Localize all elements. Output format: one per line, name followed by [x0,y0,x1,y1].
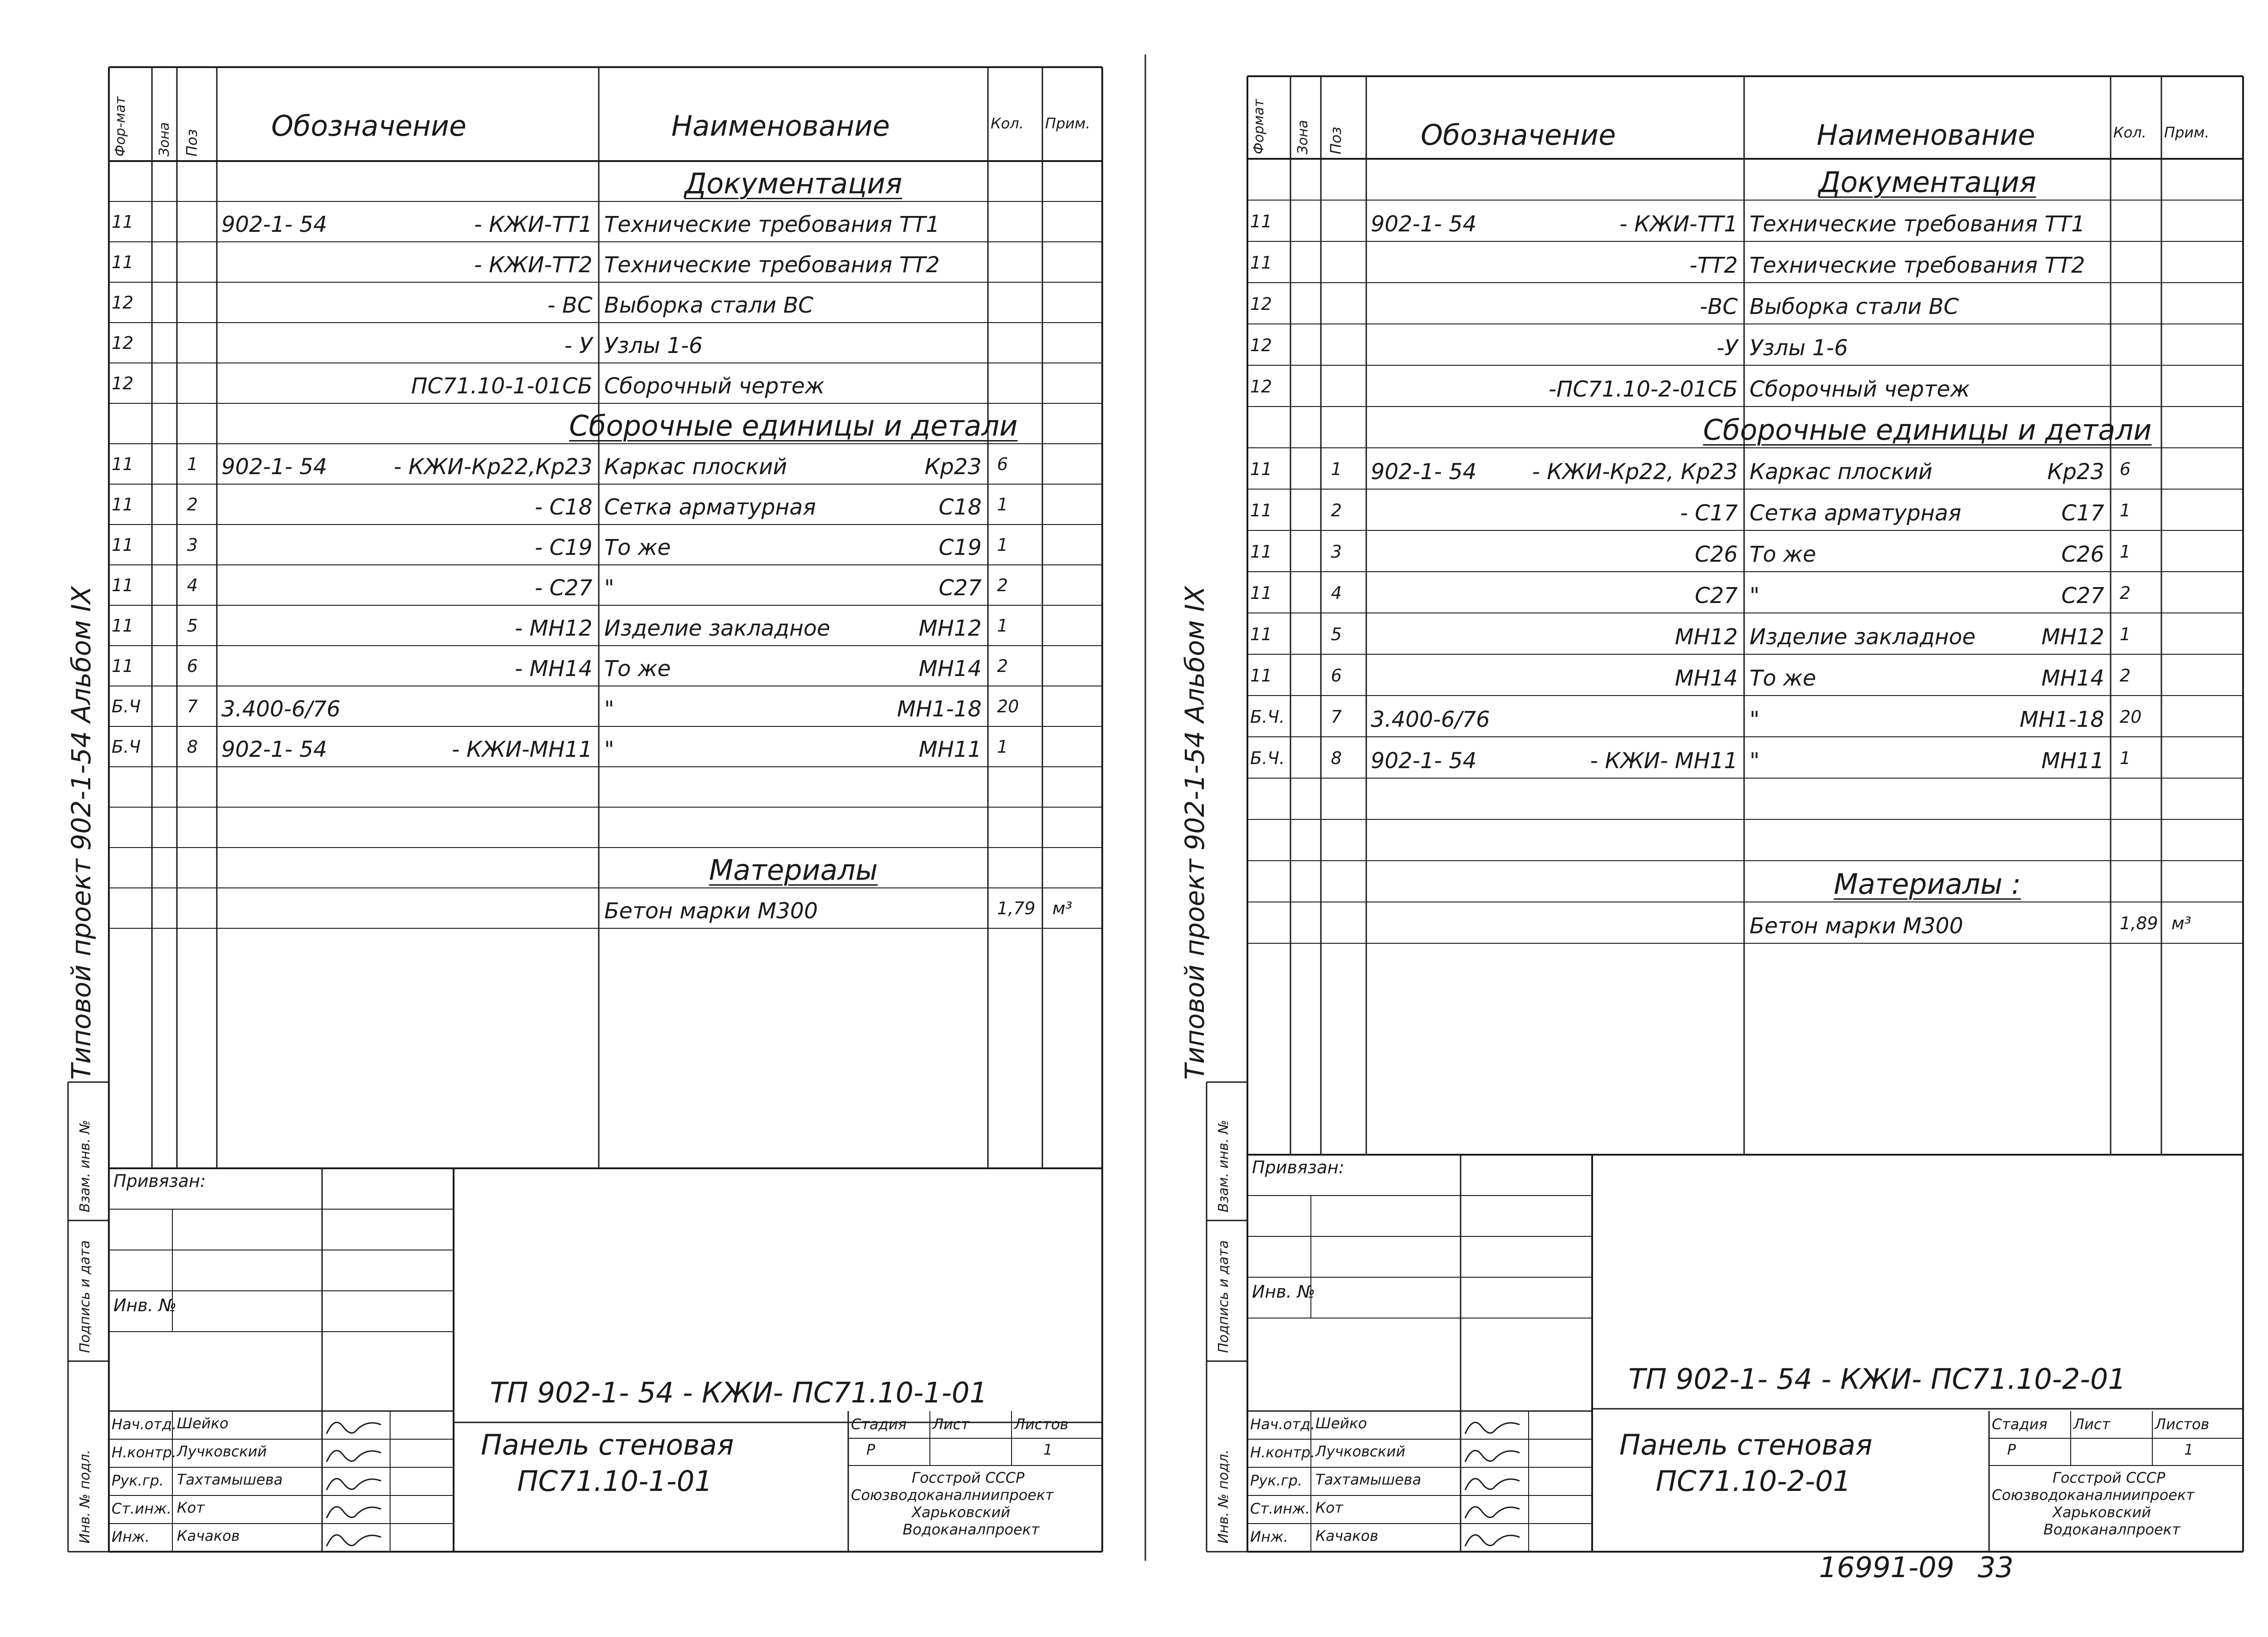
cell-designation-suffix: - С18 [534,495,592,520]
staff-name: Качаков [1315,1527,1378,1544]
cell-format: 12 [1250,335,1272,355]
cell-name: Технические требования ТТ1 [1750,211,2085,237]
cell-designation: 902-1- 54 [221,212,327,237]
cell-name: " [604,696,615,722]
org-name: Харьковский [2053,1504,2151,1521]
section-heading: Материалы [709,853,878,887]
cell-format: Б.Ч. [1250,707,1285,727]
cell-name: Бетон марки М300 [604,898,818,924]
staff-name: Лучковский [177,1443,267,1460]
cell-mark: МН14 [2041,666,2104,691]
staff-role: Н.контр. [1250,1444,1315,1461]
cell-mark: Кр23 [2047,459,2104,485]
staff-name: Шейко [1315,1415,1367,1432]
cell-position: 8 [1331,748,1342,768]
cell-name: Изделие закладное [1750,624,1976,650]
cell-name: То же [1750,666,1816,691]
cell-designation: 902-1- 54 [221,454,327,480]
cell-format: Б.Ч [112,737,141,757]
cell-position: 5 [1331,624,1342,644]
cell-designation: 902-1- 54 [1371,211,1477,237]
cell-designation: 3.400-6/76 [1371,707,1490,732]
binding-label: Привязан: [1252,1157,1344,1177]
cell-position: 1 [187,454,198,474]
cell-name: " [604,575,615,601]
side-title: Типовой проект 902-1-54 Альбом IX [66,586,97,1080]
cell-name: " [1750,748,1760,774]
cell-format: Б.Ч. [1250,748,1285,768]
header-qty: Кол. [2113,124,2146,141]
side-title: Типовой проект 902-1-54 Альбом IX [1179,586,1210,1080]
panel-title: Панель стеновая [1619,1428,1872,1461]
cell-name: Каркас плоский [1750,459,1933,485]
header-designation: Обозначение [271,109,467,142]
staff-role: Инж. [112,1528,150,1545]
signature-icon [327,1507,381,1518]
sheets-label: Листов [1014,1416,1069,1433]
cell-qty: 1,79 [997,898,1036,918]
cell-qty: 1,89 [2120,913,2158,933]
signature-icon [327,1479,381,1490]
header-format: Фор-мат [112,96,128,157]
cell-name: Выборка стали ВС [604,293,814,318]
cell-format: 11 [112,495,134,515]
stage-value: Р [866,1441,875,1458]
inv-label: Инв. № [1252,1282,1315,1302]
cell-name: Сетка арматурная [604,495,816,520]
binding-label: Привязан: [113,1171,206,1191]
cell-format: 12 [1250,294,1272,314]
header-zone: Зона [1295,120,1311,154]
sheet-label: Лист [933,1416,970,1433]
signature-icon [1465,1422,1520,1434]
cell-mark: С27 [938,575,982,601]
section-heading: Сборочные единицы и детали [1703,413,2152,446]
header-note: Прим. [2164,124,2209,141]
cell-designation-suffix: - КЖИ-ТТ2 [474,252,592,278]
cell-designation-suffix: - КЖИ-ТТ1 [474,212,592,237]
cell-format: 11 [112,535,134,555]
cell-format: 11 [1250,500,1272,520]
cell-name: " [1750,583,1760,608]
org-name: Водоканалпроект [2043,1521,2180,1538]
cell-qty: 2 [997,656,1008,676]
cell-format: 11 [1250,542,1272,562]
side-field-label: Подпись и дата [1216,1240,1232,1353]
header-zone: Зона [156,122,172,157]
cell-designation-suffix: -ВС [1700,294,1738,319]
cell-position: 3 [187,535,198,555]
stage-value: Р [2007,1441,2016,1458]
cell-designation-suffix: ПС71.10-1-01СБ [411,373,592,399]
cell-designation-suffix: - МН14 [514,656,592,681]
org-name: Харьковский [912,1504,1010,1521]
cell-note: м³ [1052,898,1072,918]
cell-format: 11 [1250,624,1272,644]
cell-qty: 2 [2120,666,2131,686]
archive-number: 16991-09 [1819,1551,1955,1584]
cell-name: " [604,737,615,762]
cell-designation: 3.400-6/76 [221,696,341,722]
cell-designation-suffix: МН12 [1675,624,1738,650]
stage-label: Стадия [1992,1416,2048,1433]
cell-format: 11 [1250,459,1272,479]
cell-name: Узлы 1-6 [604,333,703,358]
cell-name: Изделие закладное [604,616,831,641]
cell-position: 7 [187,696,198,716]
sheets-value: 1 [2184,1441,2194,1458]
cell-mark: МН1-18 [2019,707,2104,732]
cell-designation-suffix: - У [564,333,592,358]
cell-designation-suffix: - КЖИ-Кр22, Кр23 [1532,459,1738,485]
section-heading: Сборочные единицы и детали [569,409,1018,442]
cell-name: Бетон марки М300 [1750,913,1963,939]
staff-name: Кот [1315,1499,1343,1516]
header-designation: Обозначение [1421,118,1616,152]
panel-subtitle: ПС71.10-2-01 [1656,1465,1851,1498]
cell-position: 4 [1331,583,1342,603]
inv-label: Инв. № [113,1295,177,1315]
staff-role: Ст.инж. [1250,1500,1310,1517]
cell-designation-suffix: - КЖИ-ТТ1 [1619,211,1738,237]
cell-format: 12 [112,333,134,353]
cell-position: 4 [187,575,198,595]
cell-qty: 1 [997,535,1008,555]
signature-icon [327,1422,381,1434]
staff-role: Рук.гр. [112,1472,164,1489]
panel-title: Панель стеновая [481,1428,734,1461]
header-name: Наименование [671,109,890,142]
cell-designation-suffix: - МН12 [514,616,592,641]
cell-position: 2 [1331,500,1342,520]
cell-mark: МН14 [919,656,982,681]
cell-designation-suffix: -ТТ2 [1689,253,1738,278]
sheets-label: Листов [2155,1416,2209,1433]
cell-name: То же [604,656,671,681]
cell-mark: МН12 [919,616,982,641]
cell-name: Технические требования ТТ2 [604,252,940,278]
cell-qty: 1 [2120,748,2131,768]
cell-mark: Кр23 [924,454,982,480]
staff-name: Качаков [177,1527,240,1544]
cell-position: 2 [187,495,198,515]
cell-name: То же [1750,542,1816,567]
cell-mark: МН11 [919,737,982,762]
cell-mark: С17 [2061,500,2104,526]
cell-format: 12 [112,373,134,393]
cell-note: м³ [2171,913,2191,933]
cell-mark: МН12 [2041,624,2104,650]
org-name: Госстрой СССР [912,1469,1025,1486]
cell-position: 1 [1331,459,1342,479]
document-code: ТП 902-1- 54 - КЖИ- ПС71.10-2-01 [1628,1363,2126,1396]
section-heading: Документация [1818,166,2036,199]
cell-format: 11 [1250,211,1272,231]
staff-role: Ст.инж. [112,1500,171,1517]
cell-designation-suffix: МН14 [1675,666,1738,691]
cell-qty: 1 [997,737,1008,757]
cell-designation-suffix: - ВС [547,293,592,318]
cell-name: Технические требования ТТ2 [1750,253,2085,278]
cell-position: 3 [1331,542,1342,562]
cell-name: Узлы 1-6 [1750,335,1848,361]
cell-qty: 2 [997,575,1008,595]
header-name: Наименование [1817,118,2035,152]
side-field-label: Подпись и дата [77,1240,93,1353]
sheets-value: 1 [1043,1441,1053,1458]
cell-designation-suffix: - КЖИ-Кр22,Кр23 [393,454,592,480]
cell-format: 11 [1250,666,1272,686]
cell-position: 7 [1331,707,1342,727]
cell-designation-suffix: - КЖИ- МН11 [1590,748,1738,774]
staff-name: Тахтамышева [177,1471,283,1488]
cell-designation: 902-1- 54 [221,737,327,762]
cell-qty: 1 [2120,542,2131,562]
cell-qty: 20 [997,696,1019,716]
cell-designation-suffix: - КЖИ-МН11 [451,737,592,762]
section-heading: Материалы : [1833,868,2021,901]
cell-mark: МН1-18 [897,696,982,722]
cell-format: 11 [112,212,134,232]
cell-position: 8 [187,737,198,757]
cell-position: 5 [187,616,198,636]
staff-name: Кот [177,1499,205,1516]
org-name: Союзводоканалниипроект [851,1486,1054,1504]
header-format: Формат [1251,99,1267,154]
header-pos: Поз [1327,127,1344,154]
header-qty: Кол. [991,115,1024,132]
cell-position: 6 [187,656,198,676]
cell-format: 11 [112,616,134,636]
cell-name: Сборочный чертеж [604,373,825,399]
cell-name: Выборка стали ВС [1750,294,1959,319]
cell-format: 11 [112,454,134,474]
staff-role: Рук.гр. [1250,1472,1303,1489]
side-field-label: Инв. № подл. [77,1450,93,1544]
cell-name: Технические требования ТТ1 [604,212,940,237]
cell-designation: 902-1- 54 [1371,748,1477,774]
cell-designation-suffix: - С27 [534,575,592,601]
cell-mark: С18 [938,495,982,520]
cell-mark: МН11 [2041,748,2104,774]
cell-name: Каркас плоский [604,454,787,480]
cell-position: 6 [1331,666,1342,686]
org-name: Союзводоканалниипроект [1992,1486,2195,1504]
cell-format: 11 [1250,583,1272,603]
cell-mark: С19 [938,535,982,560]
staff-role: Н.контр. [112,1444,177,1461]
header-pos: Поз [183,129,200,157]
cell-designation-suffix: -ПС71.10-2-01СБ [1548,377,1738,402]
side-field-label: Взам. инв. № [1216,1120,1232,1212]
org-name: Водоканалпроект [903,1521,1040,1538]
sheet-label: Лист [2073,1416,2111,1433]
cell-designation-suffix: С27 [1695,583,1738,608]
cell-name: " [1750,707,1760,732]
staff-name: Лучковский [1315,1443,1406,1460]
cell-qty: 20 [2120,707,2142,727]
cell-name: Сборочный чертеж [1750,377,1970,402]
signature-icon [327,1535,381,1546]
cell-format: 11 [112,656,134,676]
page-number: 33 [1978,1551,2014,1584]
org-name: Госстрой СССР [2053,1469,2165,1486]
staff-role: Инж. [1250,1528,1288,1545]
cell-mark: С26 [2061,542,2104,567]
staff-name: Шейко [177,1415,229,1432]
cell-format: 11 [1250,253,1272,273]
signature-icon [1465,1535,1520,1546]
signature-icon [1465,1451,1520,1462]
cell-format: 11 [112,252,134,272]
cell-qty: 1 [997,616,1008,636]
cell-qty: 1 [997,495,1008,515]
header-note: Прим. [1045,115,1090,132]
cell-qty: 6 [997,454,1008,474]
signature-icon [327,1451,381,1462]
cell-format: 12 [112,293,134,313]
signature-icon [1465,1507,1520,1518]
staff-role: Нач.отд. [112,1416,177,1433]
cell-designation-suffix: - С17 [1680,500,1738,526]
cell-name: Сетка арматурная [1750,500,1961,526]
document-code: ТП 902-1- 54 - КЖИ- ПС71.10-1-01 [490,1376,987,1409]
cell-mark: С27 [2061,583,2104,608]
cell-qty: 6 [2120,459,2131,479]
side-field-label: Взам. инв. № [77,1120,93,1212]
staff-role: Нач.отд. [1250,1416,1315,1433]
cell-qty: 2 [2120,583,2131,603]
panel-subtitle: ПС71.10-1-01 [517,1465,713,1498]
cell-designation-suffix: С26 [1695,542,1738,567]
cell-name: То же [604,535,671,560]
cell-format: 11 [112,575,134,595]
cell-designation: 902-1- 54 [1371,459,1477,485]
signature-icon [1465,1479,1520,1490]
cell-format: Б.Ч [112,696,141,716]
staff-name: Тахтамышева [1315,1471,1422,1488]
stage-label: Стадия [851,1416,907,1433]
cell-qty: 1 [2120,624,2131,644]
cell-format: 12 [1250,377,1272,397]
cell-designation-suffix: - С19 [534,535,592,560]
section-heading: Документация [684,167,902,200]
cell-designation-suffix: -У [1716,335,1738,361]
side-field-label: Инв. № подл. [1216,1450,1232,1544]
cell-qty: 1 [2120,500,2131,520]
